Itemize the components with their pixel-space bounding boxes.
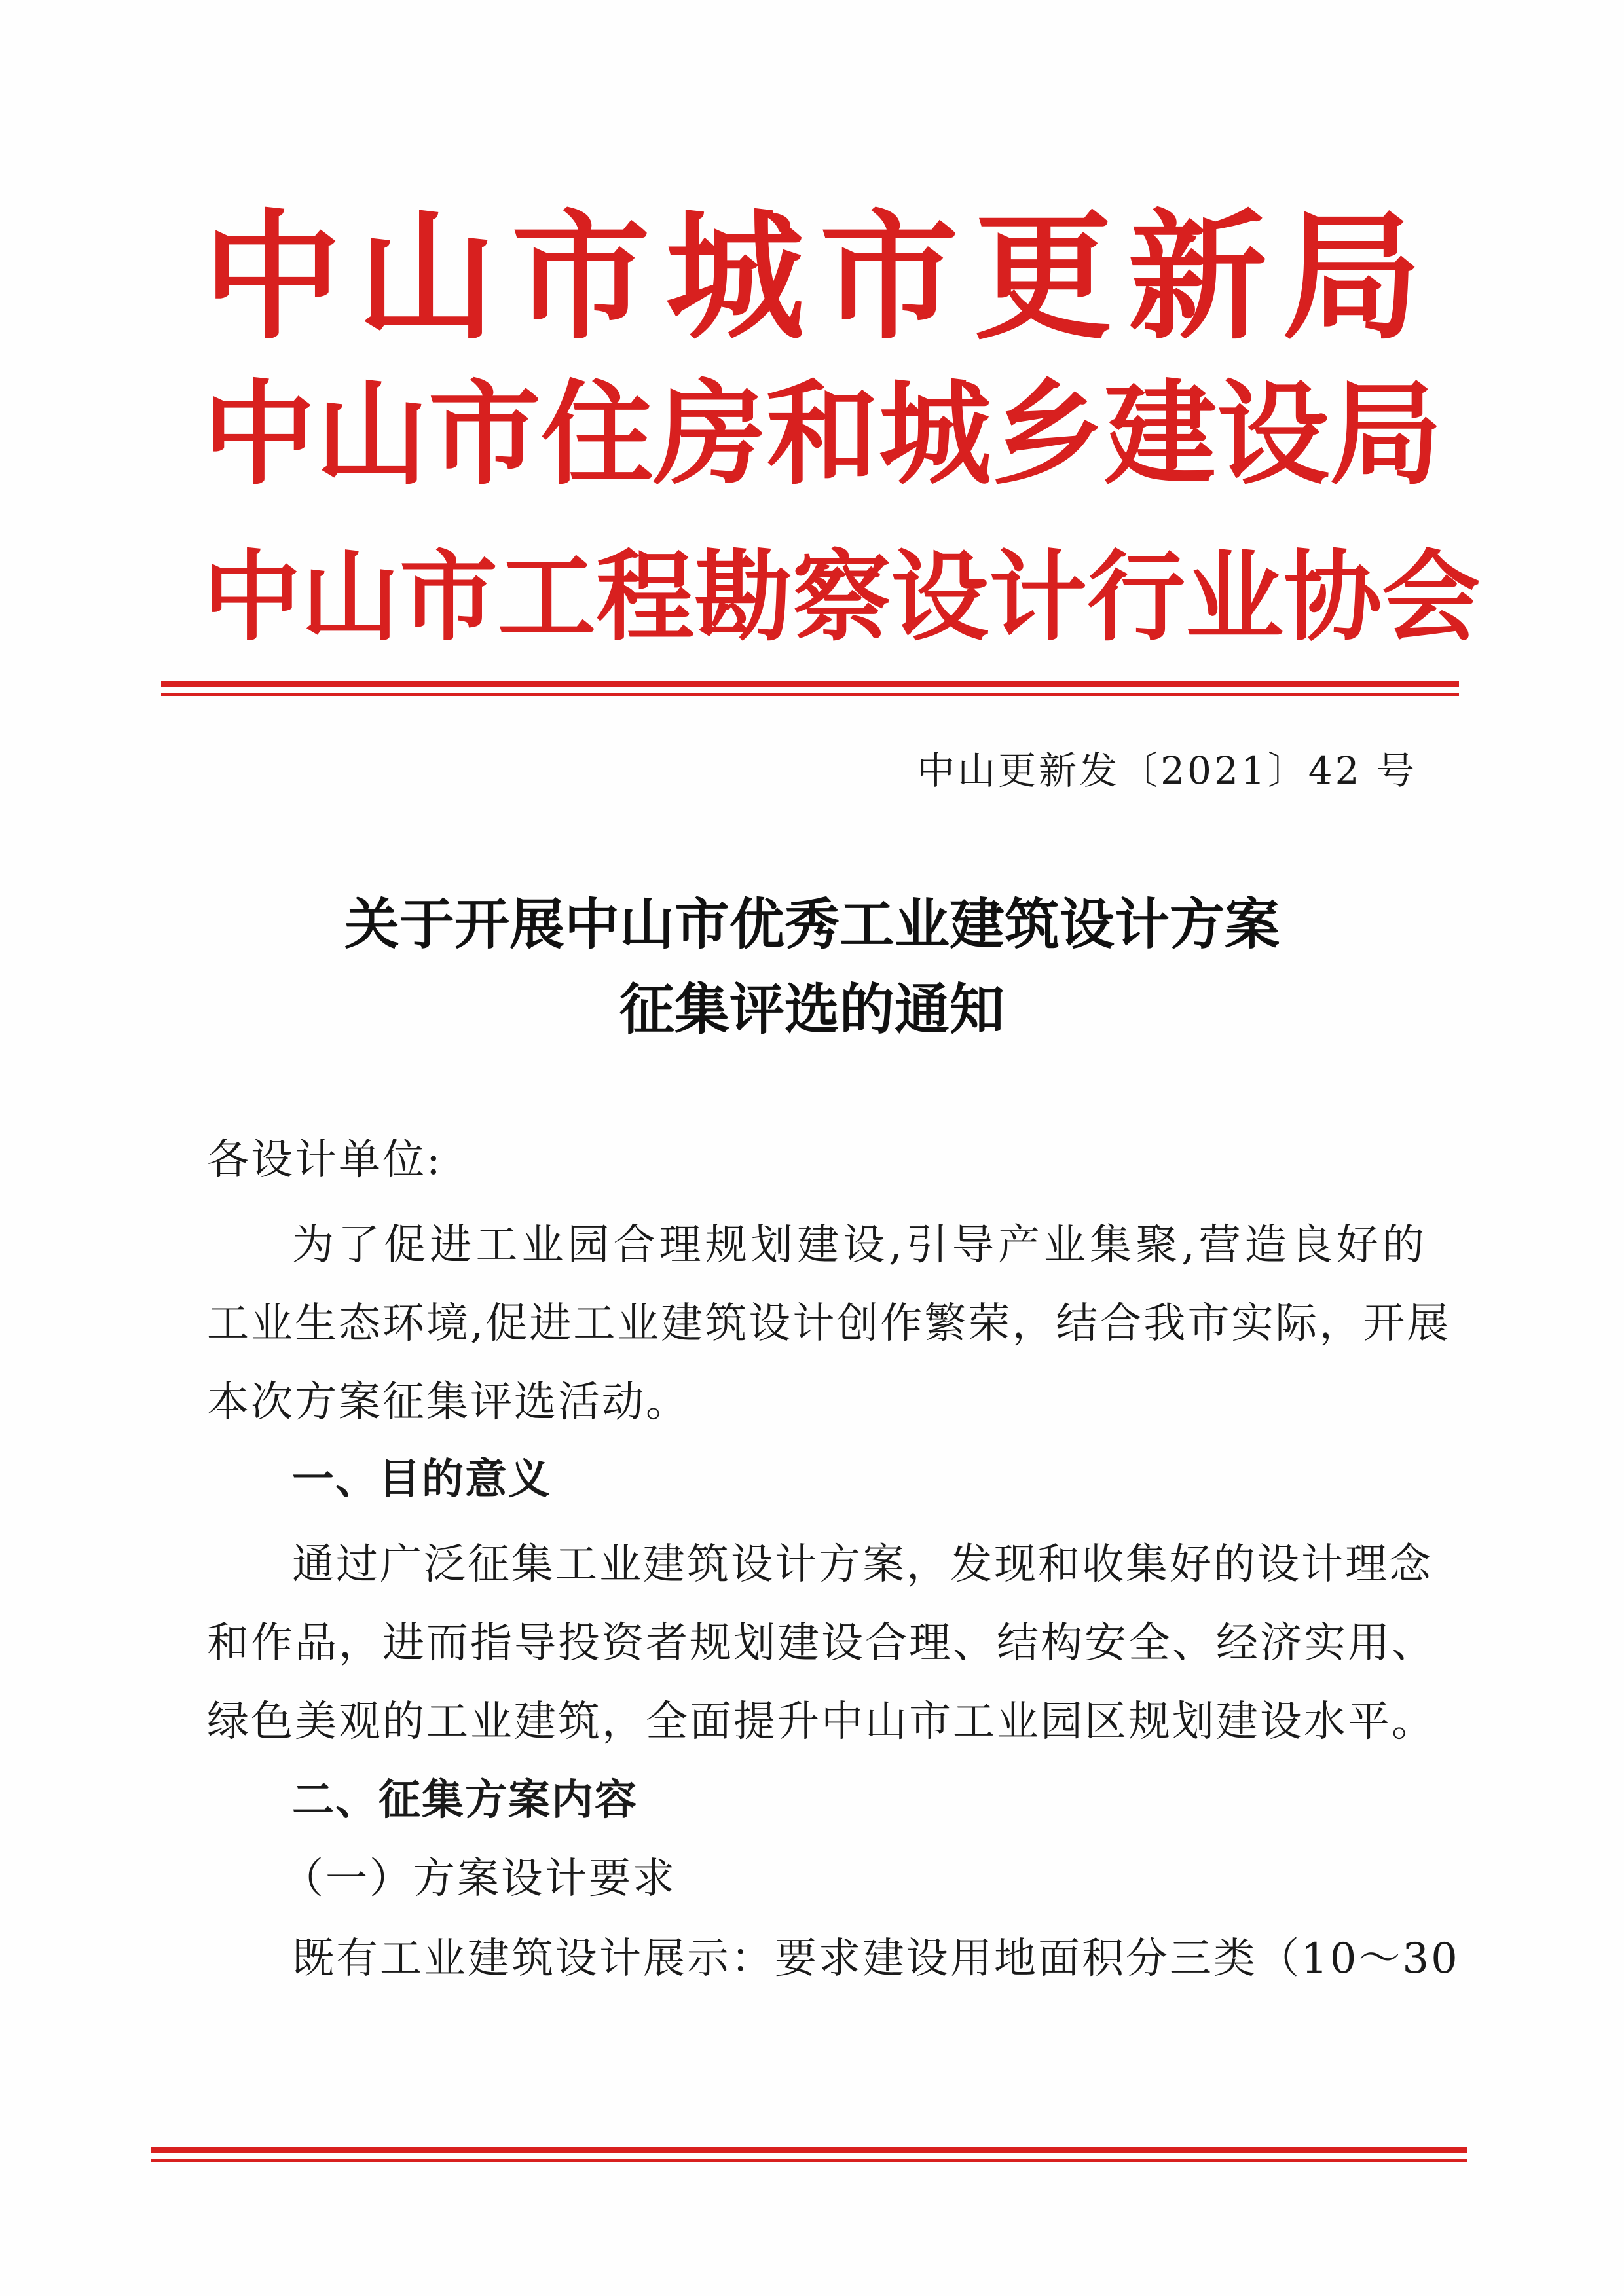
org-name-char: 山 (301, 541, 400, 655)
intro-line-2: 工业生态环境,促进工业建筑设计创作繁荣，结合我市实际，开展 (207, 1300, 1451, 1348)
org-name-char: 新 (1128, 196, 1267, 358)
org-name-housing-construction (203, 369, 1442, 503)
org-name-char: 建 (1104, 369, 1217, 500)
org-name-char: 设 (891, 541, 989, 655)
org-name-char: 程 (596, 541, 695, 655)
org-name-char: 城 (665, 196, 805, 358)
subsection-1-line-1: 既有工业建筑设计展示：要求建设用地面积分三类（10～30 (292, 1935, 1460, 1983)
org-name-char: 局 (1329, 369, 1442, 500)
org-name-char: 计 (989, 541, 1088, 655)
salutation: 各设计单位: (207, 1136, 443, 1184)
document-title-line-2: 征集评选的通知 (619, 977, 1005, 1042)
org-name-engineering-association (203, 541, 1481, 673)
org-name-char: 更 (974, 196, 1113, 358)
subsection-1-heading: （一）方案设计要求 (282, 1855, 676, 1903)
org-name-char: 市 (428, 369, 541, 500)
org-name-char: 市 (511, 196, 650, 358)
org-name-char: 局 (1282, 196, 1421, 358)
org-name-char: 城 (879, 369, 991, 500)
org-name-char: 察 (792, 541, 891, 655)
org-name-char: 乡 (991, 369, 1104, 500)
org-name-char: 市 (399, 541, 498, 655)
org-name-char: 业 (1185, 541, 1284, 655)
section-1-line-1: 通过广泛征集工业建筑设计方案，发现和收集好的设计理念 (292, 1540, 1433, 1589)
intro-line-3: 本次方案征集评选活动。 (207, 1378, 690, 1427)
org-name-char: 勘 (694, 541, 793, 655)
header-divider-thin (161, 693, 1459, 696)
org-name-char: 房 (654, 369, 766, 500)
section-2-heading: 二、征集方案内容 (292, 1776, 638, 1825)
org-name-char: 山 (316, 369, 428, 500)
org-name-char: 山 (357, 196, 496, 358)
section-1-line-3: 绿色美观的工业建筑，全面提升中山市工业园区规划建设水平。 (207, 1698, 1435, 1746)
org-name-char: 会 (1382, 541, 1481, 655)
org-name-char: 市 (819, 196, 959, 358)
org-name-char: 协 (1283, 541, 1382, 655)
org-name-char: 行 (1087, 541, 1186, 655)
org-name-urban-renewal (203, 196, 1421, 358)
section-1-line-2: 和作品，进而指导投资者规划建设合理、结构安全、经济实用、 (207, 1619, 1435, 1667)
org-name-char: 中 (203, 541, 302, 655)
header-divider-thick (161, 681, 1459, 687)
footer-divider-thin (151, 2159, 1467, 2162)
intro-line-1: 为了促进工业园合理规划建设,引导产业集聚,营造良好的 (292, 1221, 1426, 1269)
org-name-char: 中 (203, 369, 316, 500)
org-name-char: 设 (1217, 369, 1329, 500)
footer-divider-thick (151, 2147, 1467, 2153)
document-title-line-1: 关于开展中山市优秀工业建筑设计方案 (344, 892, 1280, 957)
org-name-char: 住 (541, 369, 654, 500)
section-1-heading: 一、目的意义 (292, 1455, 551, 1504)
org-name-char: 中 (203, 196, 342, 358)
org-name-char: 工 (498, 541, 597, 655)
document-number: 中山更新发〔2021〕42 号 (917, 748, 1417, 793)
org-name-char: 和 (766, 369, 879, 500)
